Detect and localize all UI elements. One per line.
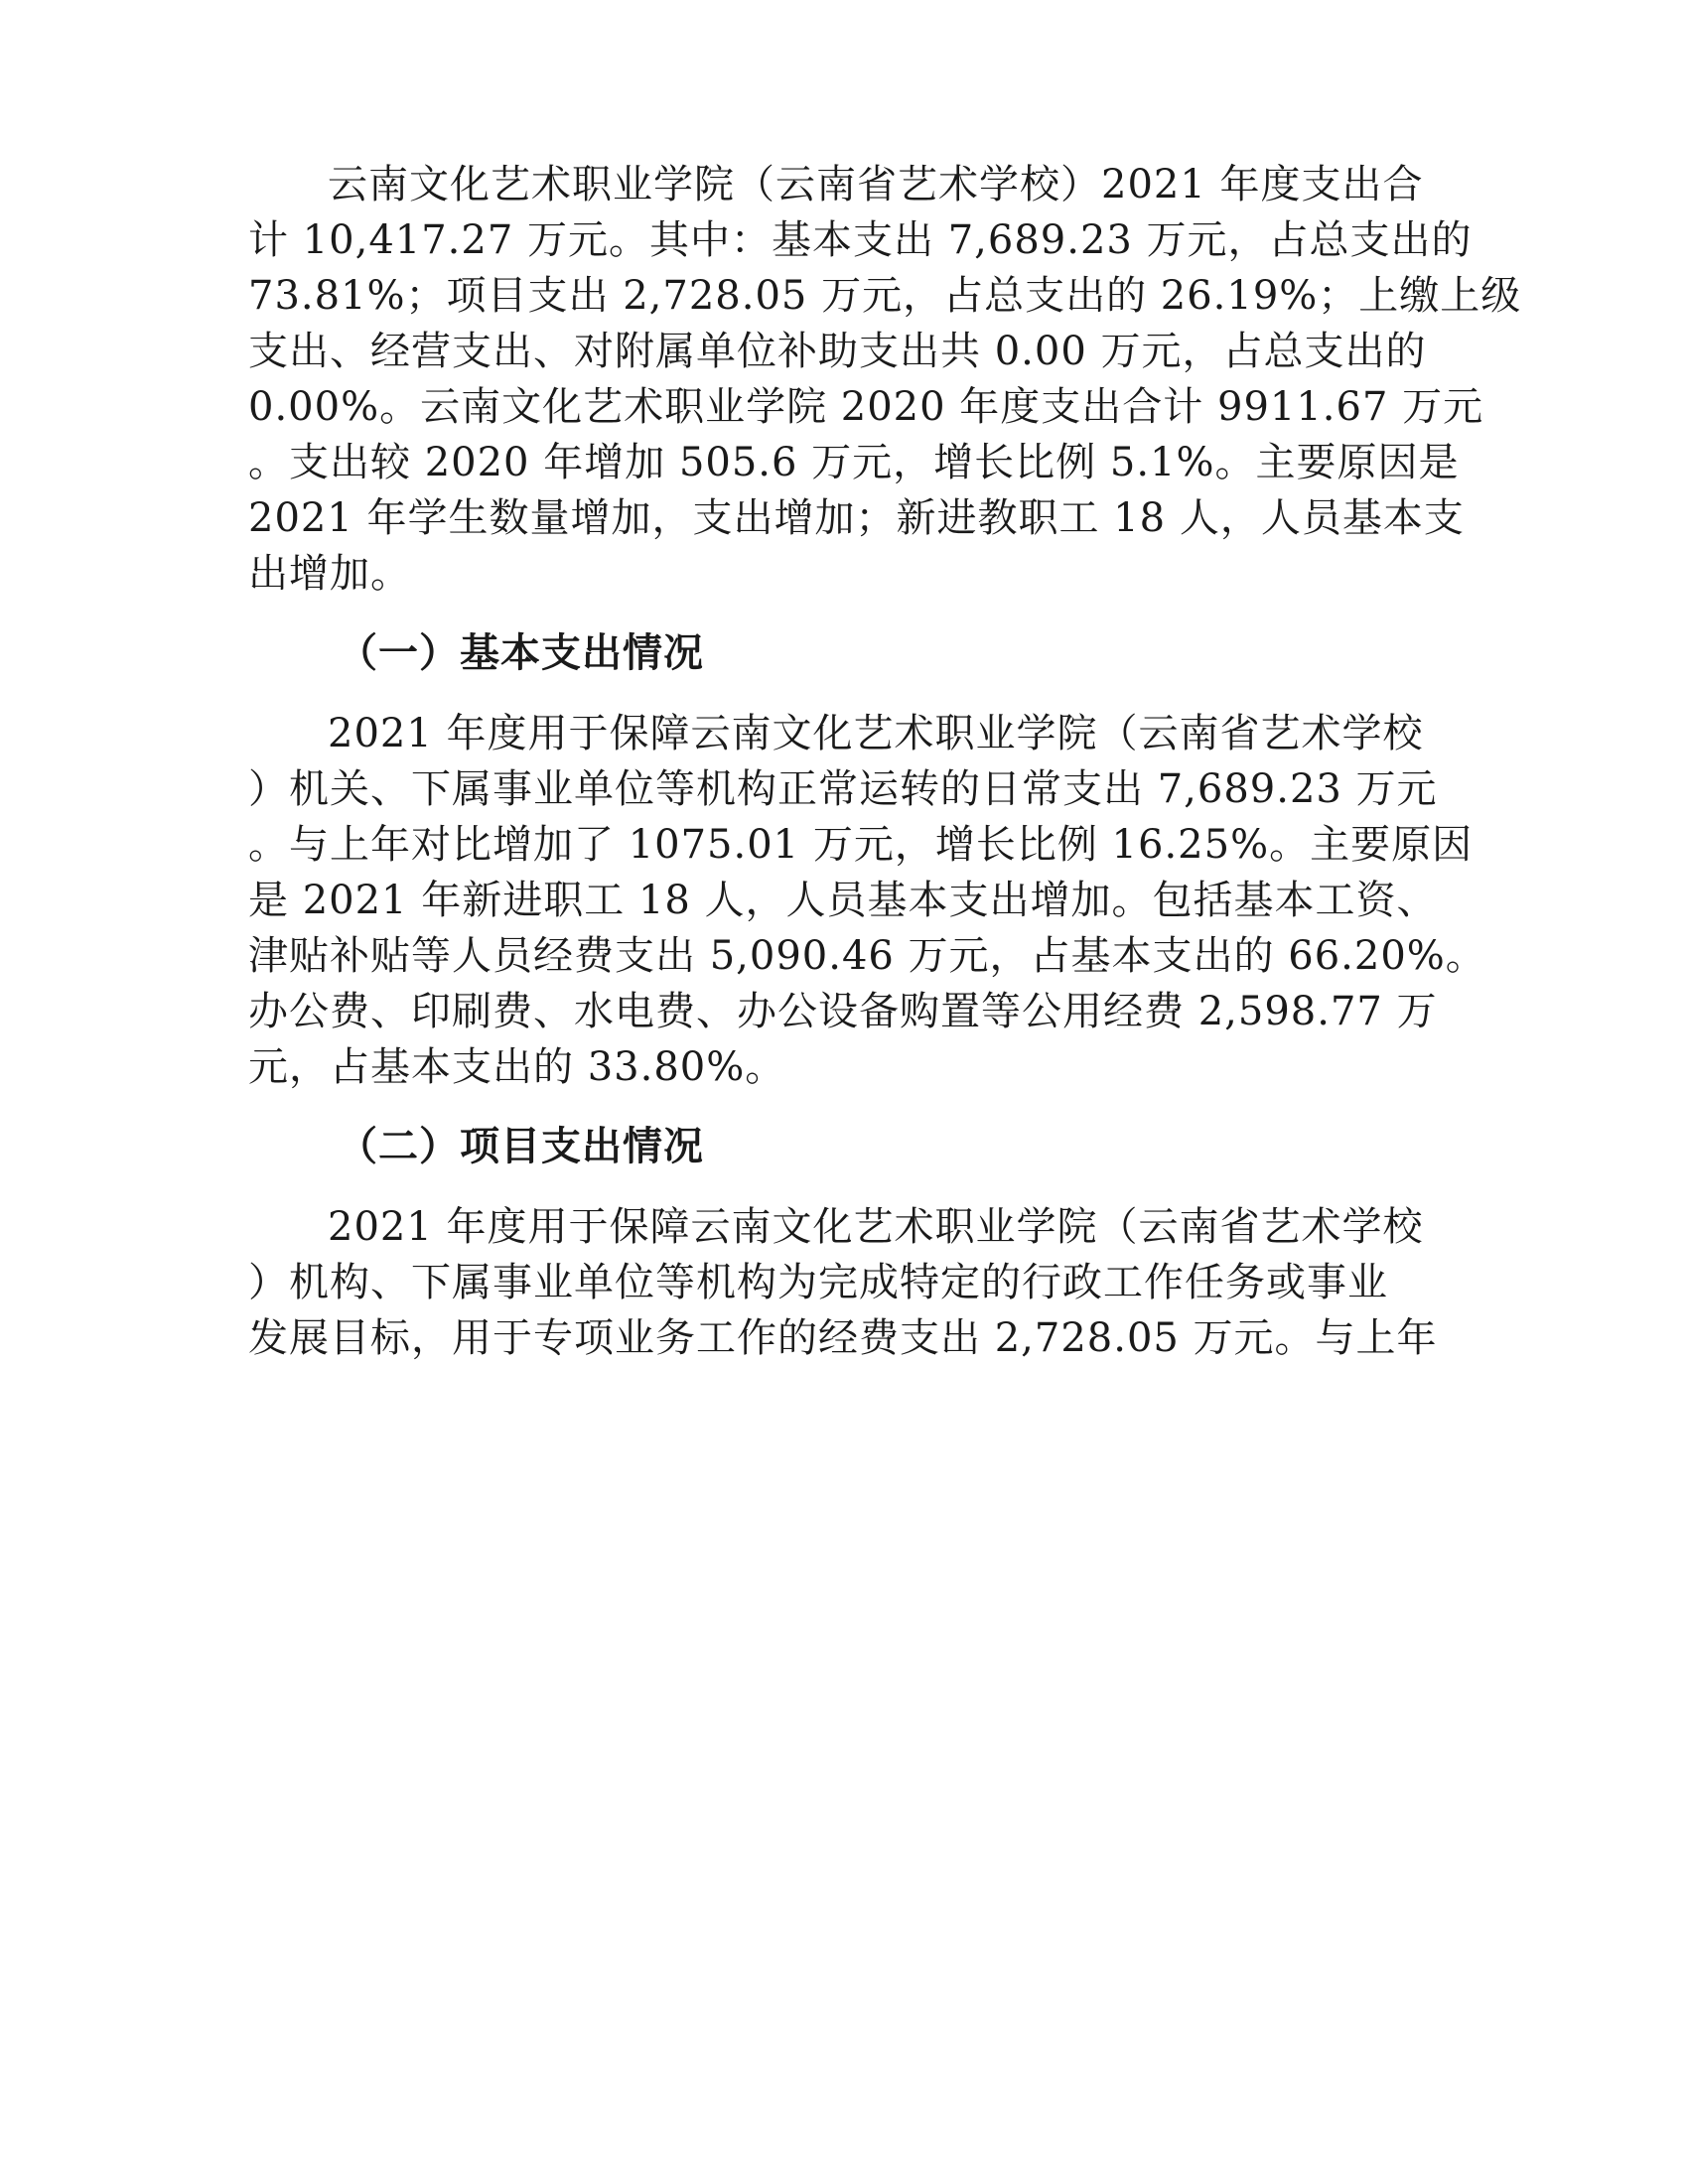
text-line: 2021 年度用于保障云南文化艺术职业学院（云南省艺术学校 — [328, 1204, 1424, 1250]
text-line: 元，占基本支出的 33.80%。 — [248, 1044, 786, 1090]
text-line: 2021 年度用于保障云南文化艺术职业学院（云南省艺术学校 — [328, 711, 1424, 756]
text-line: 计 10,417.27 万元。其中：基本支出 7,689.23 万元，占总支出的 — [248, 217, 1473, 263]
text-line: 0.00%。云南文化艺术职业学院 2020 年度支出合计 9911.67 万元 — [248, 384, 1484, 430]
text-line: ）机关、下属事业单位等机构正常运转的日常支出 7,689.23 万元 — [248, 766, 1438, 812]
section-heading-basic-expenditure: （一）基本支出情况 — [338, 629, 704, 676]
text-line: 出增加。 — [248, 551, 411, 597]
text-line: 支出、经营支出、对附属单位补助支出共 0.00 万元，占总支出的 — [248, 329, 1427, 374]
text-line: ）机构、下属事业单位等机构为完成特定的行政工作任务或事业 — [248, 1260, 1388, 1305]
text-line: 。与上年对比增加了 1075.01 万元，增长比例 16.25%。主要原因 — [248, 822, 1474, 868]
section-heading-project-expenditure: （二）项目支出情况 — [338, 1123, 704, 1169]
text-line: 办公费、印刷费、水电费、办公设备购置等公用经费 2,598.77 万 — [248, 989, 1438, 1034]
text-line: 是 2021 年新进职工 18 人，人员基本支出增加。包括基本工资、 — [248, 878, 1438, 923]
text-line: 发展目标，用于专项业务工作的经费支出 2,728.05 万元。与上年 — [248, 1315, 1438, 1361]
text-line: 73.81%；项目支出 2,728.05 万元，占总支出的 26.19%；上缴上级 — [248, 273, 1522, 319]
text-line: 云南文化艺术职业学院（云南省艺术学校）2021 年度支出合 — [328, 162, 1424, 207]
text-line: 2021 年学生数量增加，支出增加；新进教职工 18 人，人员基本支 — [248, 495, 1465, 541]
text-line: 津贴补贴等人员经费支出 5,090.46 万元，占基本支出的 66.20%。 — [248, 933, 1486, 979]
text-line: 。支出较 2020 年增加 505.6 万元，增长比例 5.1%。主要原因是 — [248, 440, 1460, 485]
